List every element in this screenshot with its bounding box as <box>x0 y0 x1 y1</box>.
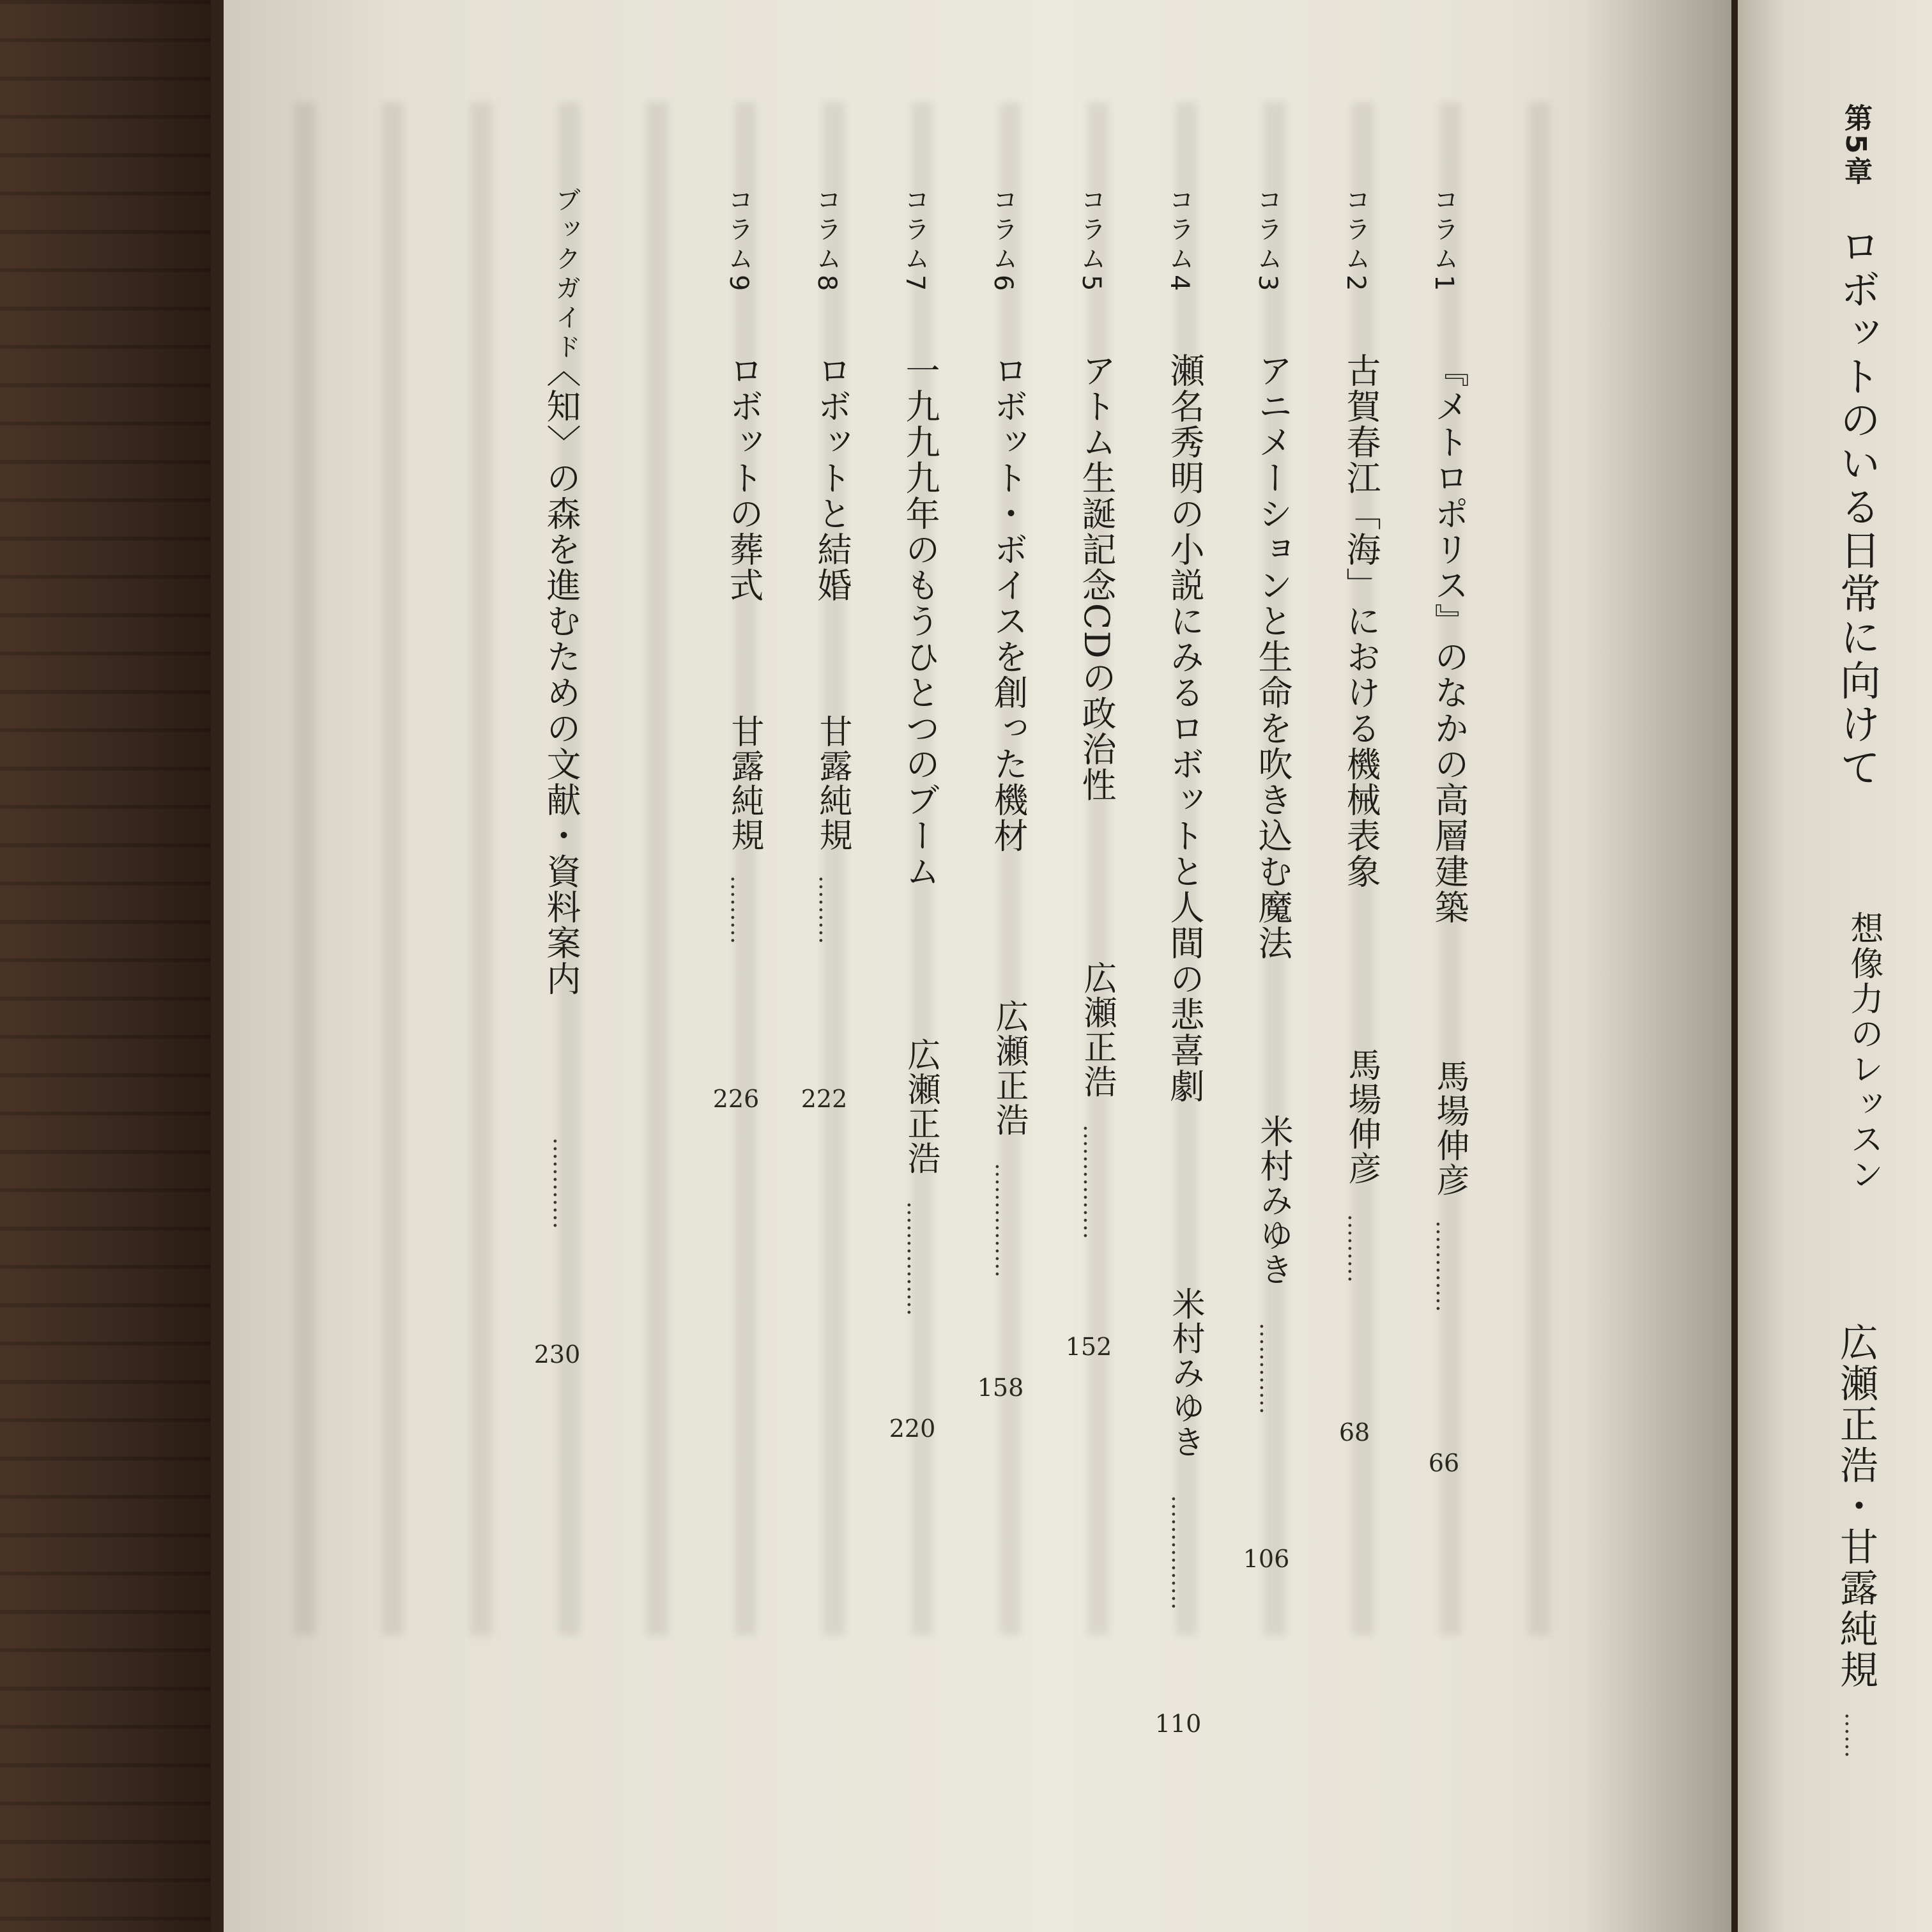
leader-dots: …………… <box>1078 1124 1105 1239</box>
entry-label: コラム9 <box>724 187 753 295</box>
leader-dots: …… <box>1840 1712 1866 1758</box>
page-number: 68 <box>1338 1418 1370 1446</box>
leader-dots: ……… <box>726 875 752 944</box>
page-number: 222 <box>801 1085 848 1113</box>
leader-dots: …………… <box>1167 1495 1193 1610</box>
entry-label: ブックガイド <box>551 187 581 363</box>
page-number: 66 <box>1428 1449 1460 1477</box>
entry-author: 馬場伸彦 <box>1430 1059 1469 1197</box>
entry-title: ロボット・ボイスを創った機材 <box>988 353 1029 854</box>
entry-author: 米村みゆき <box>1166 1287 1204 1459</box>
page-number: 226 <box>712 1085 760 1113</box>
page-number: 220 <box>889 1414 936 1443</box>
entry-title: アニメーションと生命を吹き込む魔法 <box>1253 353 1293 961</box>
page-number: 152 <box>1065 1333 1112 1361</box>
page-number: 110 <box>1154 1710 1202 1738</box>
entry-author: 広瀬正浩 <box>990 999 1028 1137</box>
entry-title: 〈知〉の森を進むための文献・資料案内 <box>541 353 581 997</box>
entry-title: 瀬名秀明の小説にみるロボットと人間の悲喜劇 <box>1165 353 1205 1104</box>
entry-author: 馬場伸彦 <box>1342 1048 1381 1186</box>
entry-title: アトム生誕記念CDの政治性 <box>1077 353 1117 803</box>
entry-label: コラム2 <box>1341 187 1370 295</box>
chapter-authors: 広瀬正浩・甘露純規 <box>1834 1322 1878 1690</box>
entry-label: コラム6 <box>988 187 1018 295</box>
chapter-label: 第5章 <box>1839 103 1872 187</box>
entry-title: 一九九九年のもうひとつのブーム <box>900 353 940 889</box>
entry-title: 『メトロポリス』のなかの高層建築 <box>1429 353 1469 925</box>
entry-title: ロボットと結婚 <box>812 353 852 603</box>
entry-label: コラム5 <box>1077 187 1106 295</box>
wooden-table <box>0 0 211 1932</box>
entry-label: コラム4 <box>1165 187 1194 295</box>
leader-dots: ……… <box>814 875 840 944</box>
page-number: 106 <box>1243 1545 1290 1573</box>
leader-dots: ………… <box>1431 1220 1457 1312</box>
leader-dots: …………… <box>990 1163 1016 1278</box>
leader-dots: …………… <box>902 1201 928 1316</box>
entry-title: ロボットの葬式 <box>724 353 764 603</box>
entry-author: 甘露純規 <box>725 714 763 852</box>
entry-author: 広瀬正浩 <box>1078 961 1116 1099</box>
entry-label: コラム8 <box>812 187 841 295</box>
chapter-subtitle: 想像力のレッスン <box>1844 911 1883 1192</box>
gutter-shadow <box>1584 0 1763 1932</box>
page-number: 230 <box>533 1340 581 1368</box>
leader-dots: ………… <box>1255 1322 1281 1414</box>
entry-title: 古賀春江「海」における機械表象 <box>1341 353 1381 889</box>
entry-label: コラム3 <box>1253 187 1282 295</box>
page-number: 158 <box>977 1374 1024 1402</box>
entry-author: 米村みゆき <box>1254 1114 1292 1287</box>
entry-author: 甘露純規 <box>813 714 852 852</box>
entry-label: コラム1 <box>1429 187 1459 295</box>
leader-dots: ……… <box>1343 1214 1369 1283</box>
chapter-title: ロボットのいる日常に向けて <box>1833 225 1880 790</box>
entry-author: 広瀬正浩 <box>901 1038 940 1176</box>
leader-dots: ………… <box>548 1137 574 1229</box>
entry-label: コラム7 <box>900 187 930 295</box>
